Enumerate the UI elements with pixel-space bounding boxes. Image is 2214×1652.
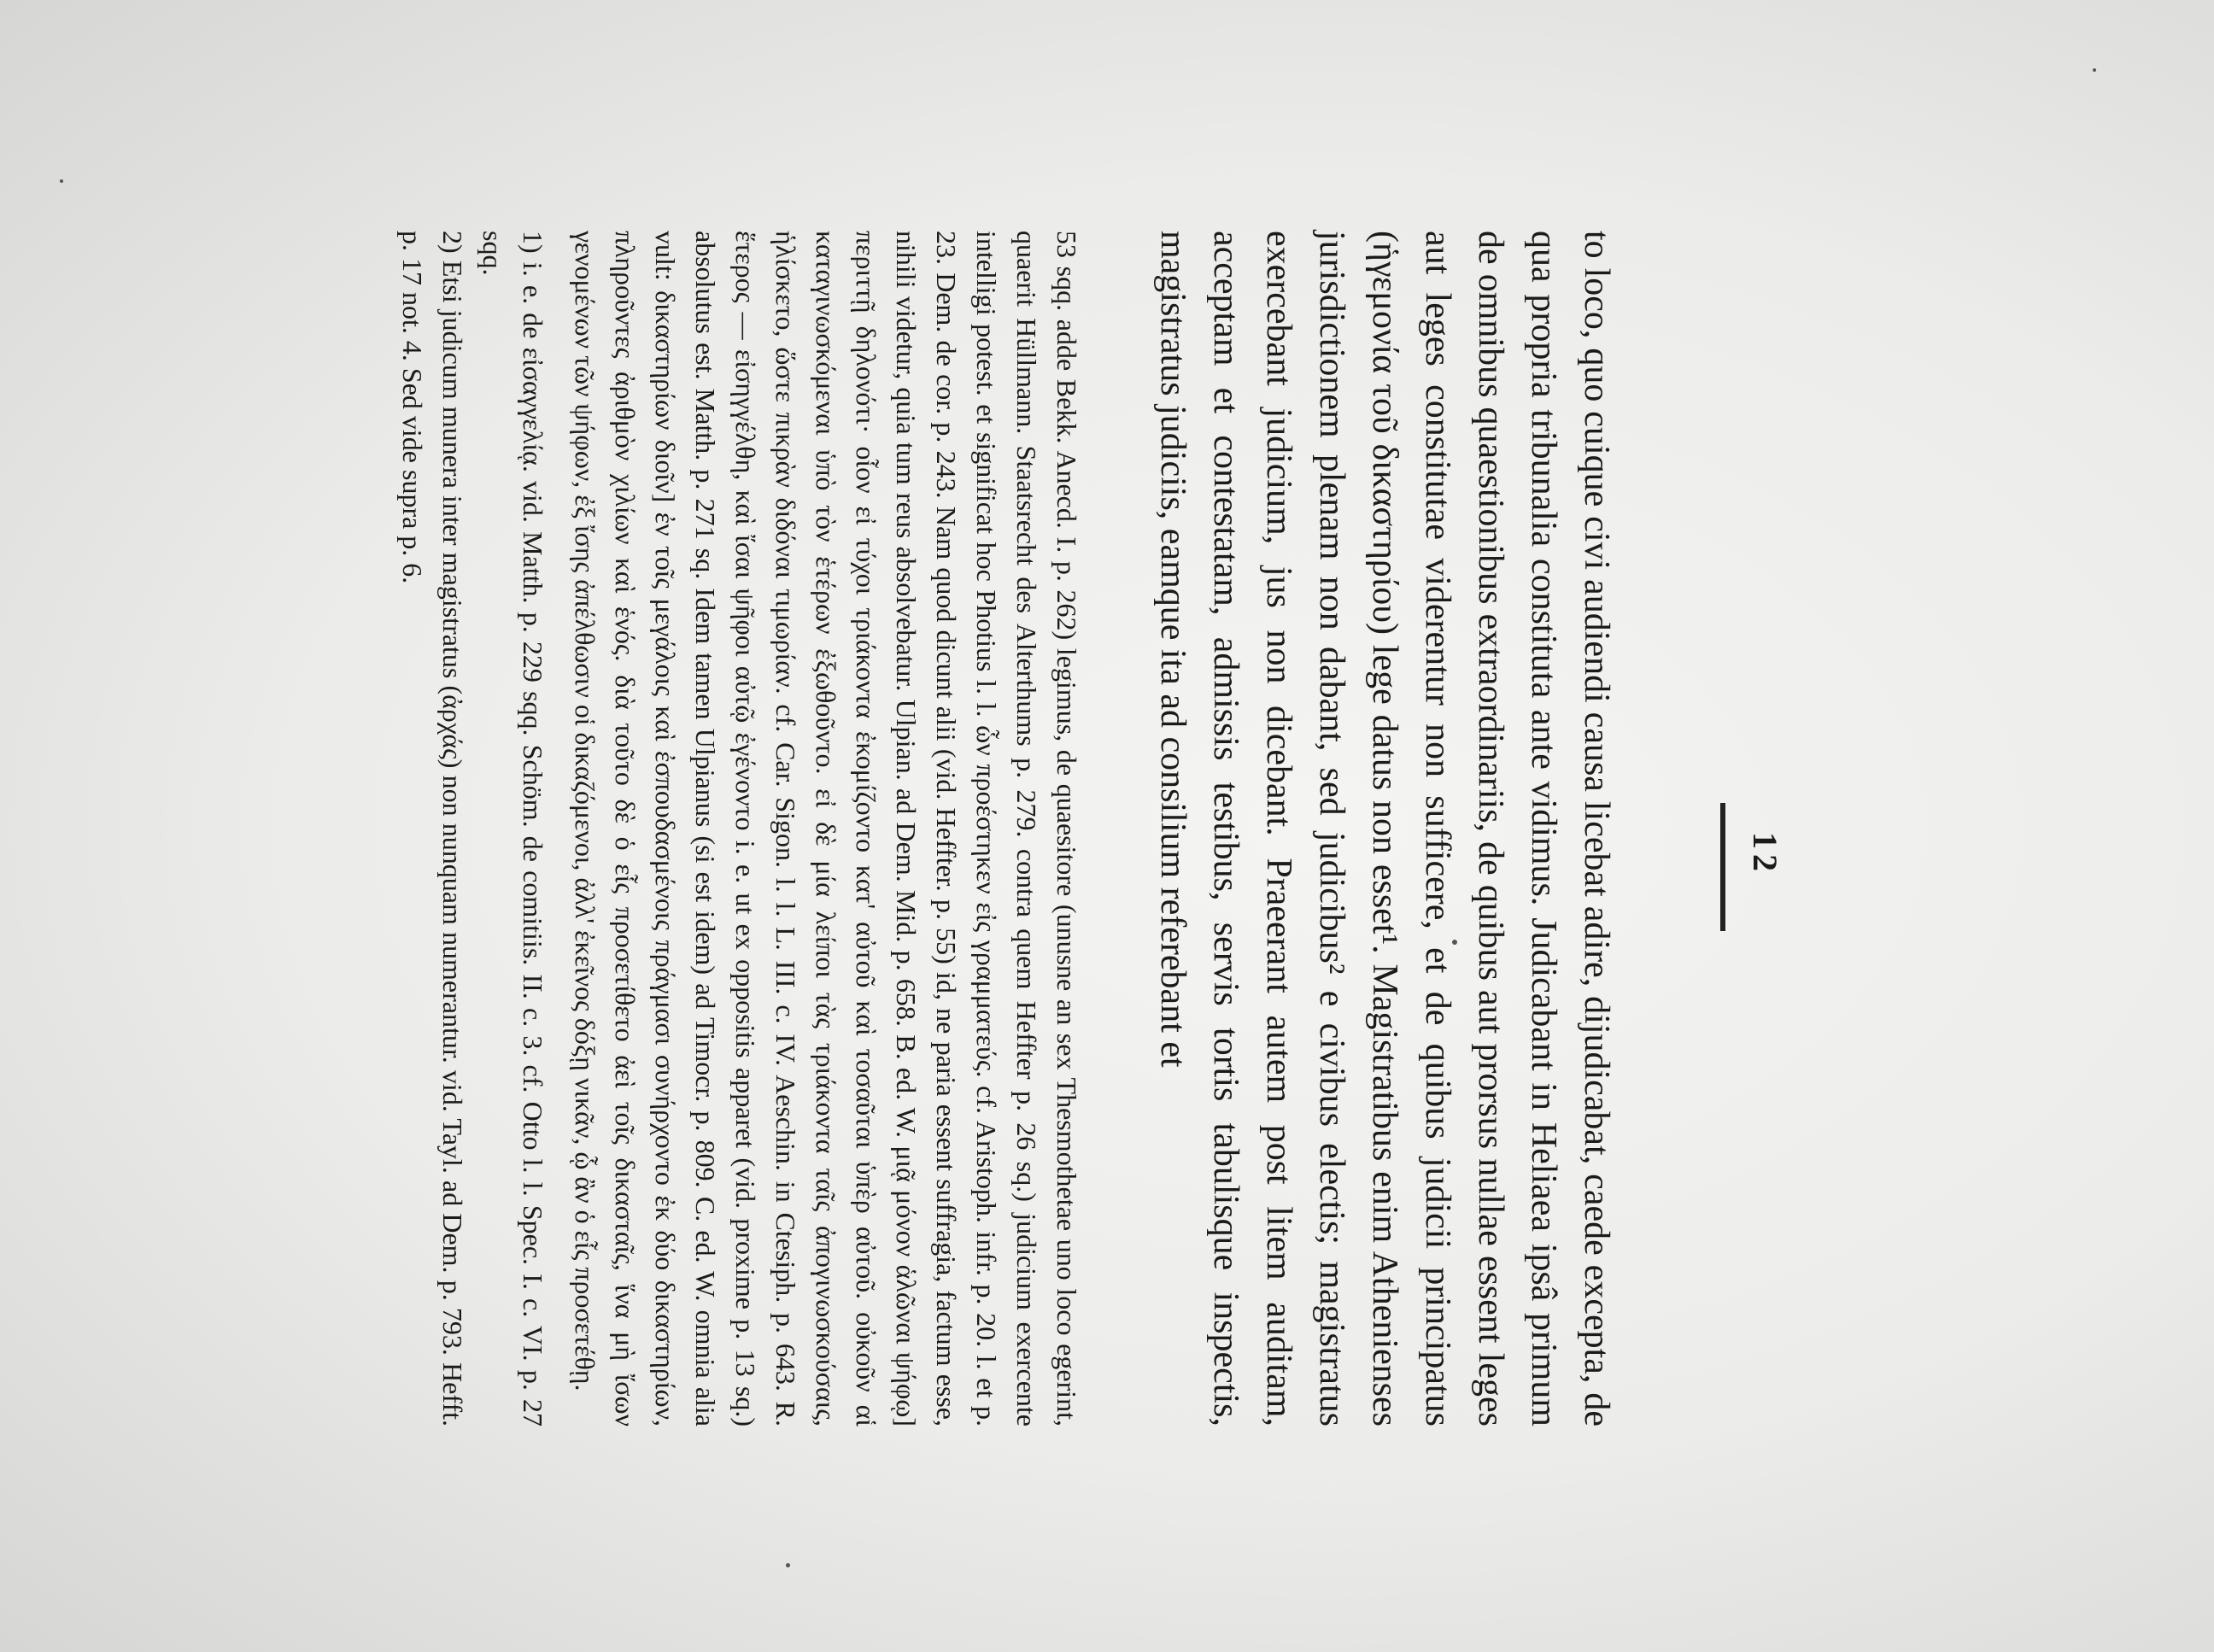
page-header	[1649, 188, 1828, 1520]
footnote-1: 1) i. e. de εἰσαγγελίᾳ. vid. Matth. p. 229 sqq. Schöm. de comitiis. II. c. 3. cf. Otto l. l. Spec. I. c. VI. p. 27 sqq.	[477, 231, 548, 1426]
dust-speck	[60, 179, 63, 183]
book-page	[222, 188, 1828, 1520]
dust-speck	[2093, 68, 2096, 72]
notes-section	[392, 231, 1086, 1426]
header-rule	[1720, 803, 1725, 931]
main-paragraph: to loco, quo cuique civi audiendi causa licebat adire, dijudicabat, caede excepta, de qua propria tribunalia constituta ante vidimus. Judicabant in Heliaea ipsâ primum de omnibus quaestionibus extraordinariis, de quibus aut prorsus nullae essent leges aut leges constitutae viderentur non sufficere, et de quibus judicii principatus (ἡγεμονία τοῦ δικαστηρίου) lege datus non esset¹. Magistratibus enim Athenienses jurisdictionem plenam non dabant, sed judicibus² e civibus electis; magistratus exercebant judicium, jus non dicebant. Praeerant autem post litem auditam, acceptam et contestatam, admissis testibus, servis tortis tabulisque inspectis, magistratus judiciis, eamque ita ad consilium referebant et	[1153, 231, 1616, 1426]
continued-note: 53 sqq. adde Bekk. Anecd. I. p. 262) legimus, de quaesitore (unusne an sex Thesmothetae uno loco egerint, quaerit Hüllmann. Staatsrecht des Alterthums p. 279. contra quem Heffter p. 26 sq.) judicium exercente intelligi potest. et significat hoc Photius l. l. ὧν προέστηκεν εἰς γραμματεύς. cf. Aristoph. infr. p. 20. l. et p. 23. Dem. de cor. p. 243. Nam quod dicunt alii (vid. Heffter. p. 55) id, ne paria essent suffragia, factum esse, nihili videtur, quia tum reus absolvebatur. Ulpian. ad Dem. Mid. p. 658. B. ed. W. μιᾷ μόνον ἁλῶναι ψήφῳ] περιττῇ δηλονότι· οἷον εἰ τύχοι τριάκοντα ἐκομίζοντο κατ' αὐτοῦ καὶ τοσαῦται ὑπὲρ αὐτοῦ. οὐκοῦν αἱ καταγινωσκόμεναι ὑπὸ τὸν ἑτέρων ἐξωθοῦντο. εἰ δὲ μία λείποι τὰς τριάκοντα ταῖς ἀπογινωσκούσαις, ἡλίσκετο, ὥστε πικρὰν διδόναι τιμωρίαν. cf. Car. Sigon. l. l. L. III. c. IV. Aeschin. in Ctesiph. p. 643. R. ἕτερος — εἰσηγγέλθη, καὶ ἴσαι ψῆφοι αὐτῷ ἐγένοντο i. e. ut ex oppositis apparet (vid. proxime p. 13 sq.) absolutus est. Matth. p. 271 sq. Idem tamen Ulpianus (si est idem) ad Timocr. p. 809. C. ed. W. omnia alia vult: δικαστηρίων διοῖν] ἐν τοῖς μεγάλοις καὶ ἐσπουδασμένοις πράγμασι συνήρχοντο ἐκ δύο δικαστηρίων, πληροῦντες ἀριθμὸν χιλίων καὶ ἑνός. διὰ τοῦτο δὲ ὁ εἷς προσετίθετο ἀεὶ τοῖς δικασταῖς, ἵνα μὴ ἴσων γενομένων τῶν ψήφων, ἐξ ἴσης ἀπέλθωσιν οἱ δικαζόμενοι, ἀλλ' ἐκεῖνος δόξῃ νικᾶν, ᾧ ἂν ὁ εἷς προσετέθῃ.	[570, 231, 1082, 1426]
page-number: 12	[1746, 832, 1784, 876]
page-body	[392, 231, 1623, 1426]
footnote-2: 2) Etsi judicum munera inter magistratus (ἀρχάς) non nunquam numerantur. vid. Tayl. ad Dem. p. 793. Hefft. p. 17 not. 4. Sed vide supra p. 6.	[397, 231, 468, 1426]
dust-speck	[786, 1563, 790, 1567]
